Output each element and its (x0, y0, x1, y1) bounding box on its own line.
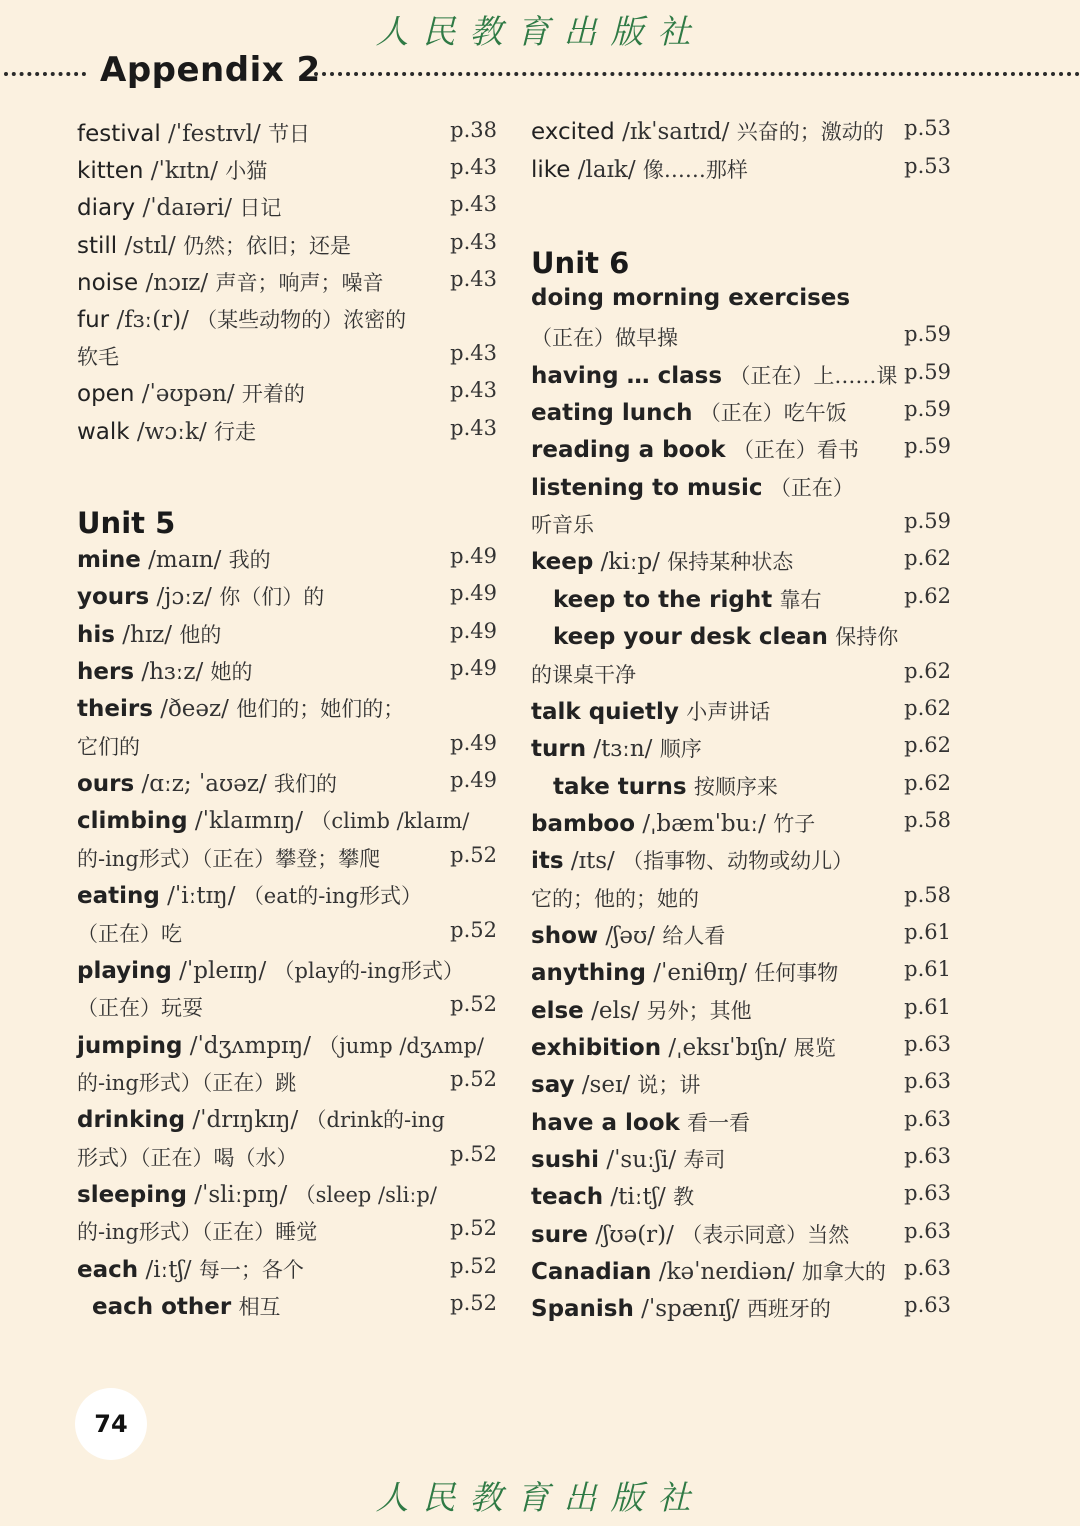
entry-meaning: （eat的-ing形式） (242, 884, 422, 909)
entry-meaning: 兴奋的；激动的 (736, 120, 884, 144)
entry-page-ref: p.59 (904, 359, 951, 384)
vocab-entry (77, 544, 497, 581)
entry-pronunciation: /els/ (583, 997, 647, 1024)
entry-meaning: 他们的；她们的； (236, 697, 405, 722)
entry-word: like (531, 156, 571, 183)
entry-pronunciation: /wɔːk/ (129, 418, 214, 445)
entry-word: anything (531, 960, 646, 987)
entry-page-ref: p.62 (904, 770, 951, 795)
entry-meaning: 听音乐 (531, 513, 594, 538)
vocab-entry (531, 546, 951, 583)
entry-meaning: 每一；各个 (198, 1257, 304, 1282)
entry-pronunciation: /hɜːz/ (134, 659, 211, 686)
entry-meaning: 声音；响声；噪音 (215, 270, 384, 295)
entry-meaning: （正在） (769, 475, 854, 500)
vocab-entry (531, 733, 951, 770)
entry-page-ref: p.63 (904, 1032, 951, 1056)
vocab-entry (531, 434, 951, 471)
vocab-entry (531, 1293, 951, 1330)
vocab-entry (531, 659, 951, 696)
vocab-entry (531, 1219, 951, 1256)
entry-word: still (77, 232, 118, 259)
entry-meaning: 它们的 (77, 734, 140, 759)
entry-meaning: 另外；其他 (646, 998, 752, 1023)
entry-page-ref: p.49 (450, 730, 497, 755)
entry-meaning: 顺序 (659, 737, 702, 762)
entry-page-ref: p.53 (904, 153, 951, 178)
entry-word: take turns (553, 773, 687, 800)
entry-page-ref: p.49 (450, 544, 497, 568)
entry-meaning: （正在）玩耍 (77, 996, 203, 1021)
entry-page-ref: p.52 (450, 1291, 497, 1315)
entry-pronunciation (763, 475, 770, 501)
entry-pronunciation: /laɪk/ (570, 156, 643, 183)
entry-meaning: 她的 (210, 660, 253, 685)
entry-meaning: 他的 (179, 622, 222, 647)
entry-page-ref: p.62 (904, 583, 951, 608)
entry-word: eating lunch (531, 400, 693, 427)
entry-pronunciation: /ˈdrɪŋkɪŋ/ (185, 1107, 306, 1134)
entry-pronunciation: /ðeəz/ (152, 696, 237, 723)
entry-pronunciation: /stɪl/ (117, 232, 184, 259)
entry-page-ref: p.49 (450, 581, 497, 606)
entry-meaning: 的-ing形式）（正在）睡觉 (77, 1220, 318, 1245)
entry-word: sleeping (77, 1181, 187, 1208)
vocab-entry (77, 731, 497, 768)
entry-pronunciation: /ʃəʊ/ (598, 922, 663, 949)
vocab-entry (77, 1067, 497, 1104)
entry-page-ref: p.59 (904, 434, 951, 459)
entry-pronunciation (726, 437, 733, 463)
entry-meaning: （表示同意）当然 (681, 1222, 850, 1247)
vocab-entry (531, 1069, 951, 1106)
entry-pronunciation: /tɜːn/ (586, 736, 660, 763)
entry-meaning: （正在）上……课 (729, 363, 898, 388)
entry-pronunciation (687, 774, 694, 800)
entry-word: having … class (531, 362, 723, 389)
vocab-entry (531, 509, 951, 546)
entry-pronunciation (231, 1294, 238, 1320)
vocab-entry (77, 955, 497, 992)
vocab-entry (77, 118, 497, 155)
entry-meaning: 小猫 (225, 159, 268, 184)
vocab-entry (77, 1216, 497, 1253)
appendix-header (0, 50, 1080, 96)
entry-word: each other (92, 1294, 232, 1320)
entry-meaning: （某些动物的）浓密的 (196, 308, 407, 332)
entry-page-ref: p.59 (904, 322, 951, 347)
vocab-entry (77, 1291, 497, 1328)
vocab-entry (531, 808, 951, 845)
entry-meaning: （正在）做早操 (531, 326, 678, 351)
vocab-entry (77, 619, 497, 656)
entry-meaning: 日记 (239, 196, 282, 221)
entry-page-ref: p.43 (450, 192, 497, 217)
entry-pronunciation: /ˈəʊpən/ (134, 381, 242, 408)
entry-word: keep your desk clean (553, 624, 828, 651)
entry-meaning: （指事物、动物或幼儿） (622, 849, 854, 874)
vocab-entry (531, 883, 951, 920)
publisher-logo-top: 人民教育出版社 (375, 12, 705, 51)
entry-word: reading a book (531, 437, 726, 464)
entry-meaning: （正在）看书 (732, 438, 859, 463)
entry-meaning: （jump /dʒʌmp/ (318, 1033, 484, 1058)
unit-title: Unit 6 (531, 246, 630, 280)
entry-meaning: 我们的 (274, 772, 338, 797)
entry-meaning: 节日 (268, 122, 311, 146)
vocab-entry (531, 1144, 951, 1181)
vocab-entry (77, 843, 497, 880)
entry-word: ours (77, 771, 135, 798)
entry-page-ref: p.49 (450, 656, 497, 681)
entry-word: kitten (77, 158, 144, 185)
vocab-entry (531, 322, 951, 359)
entry-page-ref: p.58 (904, 882, 951, 907)
entry-page-ref: p.43 (450, 266, 497, 291)
entry-page-ref: p.58 (904, 807, 951, 832)
entry-pronunciation (772, 587, 779, 613)
entry-pronunciation: /ˈkɪtn/ (143, 158, 226, 185)
entry-page-ref: p.52 (450, 992, 497, 1017)
entry-pronunciation: /ˈspænɪʃ/ (633, 1296, 747, 1323)
vocab-entry (77, 992, 497, 1029)
entry-page-ref: p.43 (450, 155, 497, 180)
entry-word: playing (77, 957, 172, 984)
entry-meaning: 小声讲话 (686, 699, 771, 724)
vocab-entry (77, 805, 497, 842)
entry-meaning: 西班牙的 (746, 1297, 831, 1322)
entry-pronunciation: /ˈsliːpɪŋ/ (186, 1181, 295, 1208)
vocab-entry (531, 397, 951, 434)
entry-meaning: 的-ing形式）（正在）跳 (77, 1070, 297, 1095)
entry-word: eating (77, 883, 160, 910)
entry-page-ref: p.38 (450, 118, 497, 142)
vocab-entry (531, 920, 951, 957)
vocab-entry (531, 995, 951, 1032)
entry-page-ref: p.52 (450, 1066, 497, 1091)
entry-word: theirs (77, 696, 153, 723)
entry-meaning: 靠右 (779, 587, 822, 612)
entry-word: Spanish (531, 1296, 634, 1323)
entry-page-ref: p.43 (450, 229, 497, 254)
entry-word: open (77, 381, 135, 408)
entry-pronunciation: /ɪkˈsaɪtɪd/ (614, 119, 737, 145)
entry-pronunciation: /ˈfestɪvl/ (160, 121, 269, 147)
vocab-entry (77, 880, 497, 917)
entry-page-ref: p.63 (904, 1181, 951, 1206)
vocab-entry (77, 192, 497, 229)
entry-meaning: 给人看 (662, 923, 726, 948)
entry-word: bamboo (531, 810, 636, 837)
entry-word: listening to music (531, 474, 763, 501)
vocab-entry (531, 621, 951, 658)
entry-meaning: 形式）（正在）喝（水） (77, 1145, 298, 1170)
entry-word: its (531, 848, 564, 875)
entry-pronunciation: /ɑːz; ˈaʊəz/ (134, 771, 275, 798)
entry-meaning: 它的；他的；她的 (531, 886, 699, 911)
entry-meaning: 保持你 (835, 625, 899, 650)
entry-page-ref: p.52 (450, 842, 497, 867)
vocab-entry (77, 267, 497, 304)
vocab-entry (531, 360, 951, 397)
entry-meaning: 任何事物 (754, 961, 839, 986)
entry-page-ref: p.62 (904, 695, 951, 720)
vocab-entry (531, 285, 951, 322)
vocab-entry (531, 1032, 951, 1069)
entry-page-ref: p.61 (904, 957, 951, 982)
entry-word: sure (531, 1221, 589, 1248)
entry-meaning: 仍然；依旧；还是 (183, 233, 352, 258)
entry-meaning: 竹子 (773, 811, 816, 836)
vocab-entry (531, 771, 951, 808)
entry-pronunciation: /maɪn/ (140, 547, 229, 573)
entry-meaning: （正在）吃午饭 (699, 401, 847, 426)
entry-pronunciation: /ˈsuːʃi/ (599, 1147, 684, 1174)
entry-pronunciation: /iːtʃ/ (138, 1256, 199, 1283)
entry-meaning: 说；讲 (637, 1073, 701, 1098)
entry-page-ref: p.52 (450, 1253, 497, 1278)
entry-word: show (531, 922, 599, 949)
entry-meaning: 的-ing形式）（正在）攀登；攀爬 (77, 846, 381, 871)
entry-word: teach (531, 1184, 604, 1211)
entry-word: keep to the right (553, 586, 773, 613)
entry-word: else (531, 997, 584, 1024)
vocab-entry (531, 1181, 951, 1218)
entry-page-ref: p.63 (904, 1256, 951, 1281)
entry-page-ref: p.63 (904, 1144, 951, 1169)
entry-pronunciation: /ˈdaɪəri/ (135, 195, 240, 222)
vocab-entry (77, 693, 497, 730)
entry-pronunciation: /ˌbæmˈbuː/ (635, 810, 774, 837)
entry-meaning: （climb /klaɪm/ (310, 809, 470, 834)
vocab-entry (531, 696, 951, 733)
entry-meaning: 保持某种状态 (667, 550, 794, 575)
entry-word: exhibition (531, 1035, 662, 1061)
entry-page-ref: p.63 (904, 1106, 951, 1131)
entry-page-ref: p.63 (904, 1218, 951, 1243)
entry-page-ref: p.52 (450, 917, 497, 942)
entry-word: keep (531, 549, 594, 576)
entry-word: his (77, 621, 115, 648)
entry-word: talk quietly (531, 698, 679, 725)
entry-meaning: （drink的-ing (305, 1108, 445, 1133)
entry-meaning: 按顺序来 (693, 774, 778, 799)
entry-meaning: 寿司 (683, 1148, 726, 1173)
entry-word: have a look (531, 1109, 680, 1136)
entry-pronunciation: /fɜː(r)/ (109, 307, 197, 333)
entry-word: hers (77, 659, 135, 686)
entry-word: festival (77, 121, 161, 147)
vocab-entry (531, 957, 951, 994)
entry-word: fur (77, 307, 110, 333)
vocab-entry (77, 1104, 497, 1141)
entry-pronunciation: /tiːtʃ/ (603, 1184, 674, 1211)
entry-pronunciation: /nɔɪz/ (138, 269, 216, 296)
entry-page-ref: p.62 (904, 733, 951, 758)
entry-page-ref: p.52 (450, 1141, 497, 1166)
entry-pronunciation: /ʃʊə(r)/ (588, 1221, 682, 1248)
vocab-entry (531, 472, 951, 509)
vocab-entry (77, 416, 497, 453)
entry-meaning: 相互 (238, 1295, 281, 1319)
entry-word: yours (77, 584, 150, 611)
vocab-entry (77, 304, 497, 341)
entry-word: sushi (531, 1147, 600, 1174)
entry-page-ref: p.59 (904, 509, 951, 534)
entry-pronunciation: /ˈeniθɪŋ/ (645, 960, 755, 987)
vocab-entry (531, 1256, 951, 1293)
entry-word: walk (77, 418, 130, 445)
entry-word: each (77, 1256, 139, 1283)
vocab-entry (531, 116, 951, 153)
entry-page-ref: p.62 (904, 658, 951, 683)
entry-pronunciation: /kəˈneɪdiən/ (651, 1259, 802, 1286)
vocab-entry (77, 155, 497, 192)
entry-word: drinking (77, 1107, 186, 1134)
entry-pronunciation: /kiːp/ (593, 549, 668, 576)
entry-page-ref: p.61 (904, 994, 951, 1019)
vocab-entry (77, 1030, 497, 1067)
page-title: Appendix 2 (100, 50, 321, 90)
entry-word: excited (531, 119, 615, 145)
entry-meaning: （sleep /sliːp/ (294, 1182, 437, 1207)
vocab-entry (77, 918, 497, 955)
entry-meaning: 加拿大的 (801, 1260, 886, 1285)
entry-meaning: 你（们）的 (219, 585, 325, 610)
dotted-rule-right (314, 72, 1080, 76)
entry-page-ref: p.43 (450, 415, 497, 440)
entry-word: jumping (77, 1032, 183, 1059)
vocab-entry (77, 1179, 497, 1216)
entry-page-ref: p.43 (450, 341, 497, 366)
dotted-rule-left (4, 72, 86, 76)
vocab-entry (77, 581, 497, 618)
entry-pronunciation: /ˈklaɪmɪŋ/ (187, 808, 311, 835)
entry-meaning: 开着的 (241, 382, 305, 407)
entry-word: climbing (77, 808, 188, 835)
vocab-entry (77, 768, 497, 805)
entry-word: say (531, 1072, 575, 1099)
entry-page-ref: p.43 (450, 378, 497, 403)
entry-page-ref: p.49 (450, 618, 497, 643)
entry-meaning: （正在）吃 (77, 921, 182, 946)
entry-meaning: 像……那样 (642, 157, 748, 182)
vocab-entry (77, 341, 497, 378)
entry-meaning: 的课桌干净 (531, 662, 636, 687)
entry-page-ref: p.61 (904, 919, 951, 944)
unit-title: Unit 5 (77, 506, 176, 540)
entry-page-ref: p.62 (904, 546, 951, 571)
entry-pronunciation: /hɪz/ (114, 621, 180, 648)
entry-meaning: 软毛 (77, 345, 119, 370)
entry-pronunciation: /ˈpleɪɪŋ/ (171, 957, 274, 984)
entry-word: diary (77, 195, 136, 222)
entry-pronunciation: /ˈiːtɪŋ/ (159, 883, 243, 910)
entry-page-ref: p.63 (904, 1293, 951, 1318)
entry-page-ref: p.53 (904, 116, 951, 140)
entry-meaning: 展览 (793, 1036, 836, 1060)
publisher-logo-bottom: 人民教育出版社 (375, 1478, 705, 1517)
entry-pronunciation (692, 400, 699, 426)
entry-word: mine (77, 547, 141, 573)
entry-pronunciation: /jɔːz/ (149, 584, 220, 611)
entry-pronunciation: /seɪ/ (574, 1072, 638, 1099)
entry-word: noise (77, 269, 139, 296)
entry-word: turn (531, 736, 587, 763)
entry-meaning: 教 (673, 1185, 695, 1210)
entry-pronunciation: /ˈdʒʌmpɪŋ/ (182, 1032, 319, 1059)
entry-pronunciation: /ˌeksɪˈbɪʃn/ (661, 1035, 794, 1061)
entry-meaning: （play的-ing形式） (273, 958, 464, 983)
entry-page-ref: p.59 (904, 397, 951, 422)
vocab-entry (77, 1142, 497, 1179)
entry-meaning: 我的 (228, 548, 271, 572)
vocab-entry (531, 845, 951, 882)
entry-pronunciation: /ɪts/ (563, 848, 623, 875)
entry-page-ref: p.52 (450, 1216, 497, 1241)
page-number: 74 (75, 1388, 147, 1460)
entry-page-ref: p.63 (904, 1069, 951, 1094)
vocab-entry (531, 584, 951, 621)
vocab-entry (77, 378, 497, 415)
vocab-entry (77, 1254, 497, 1291)
entry-word: doing morning exercises (531, 285, 851, 311)
entry-word: Canadian (531, 1259, 652, 1286)
vocab-entry (77, 656, 497, 693)
vocab-entry (531, 154, 951, 191)
vocab-entry (531, 1107, 951, 1144)
entry-meaning: 行走 (214, 419, 256, 444)
vocab-entry (77, 230, 497, 267)
entry-meaning: 看一看 (687, 1110, 751, 1135)
entry-page-ref: p.49 (450, 768, 497, 793)
